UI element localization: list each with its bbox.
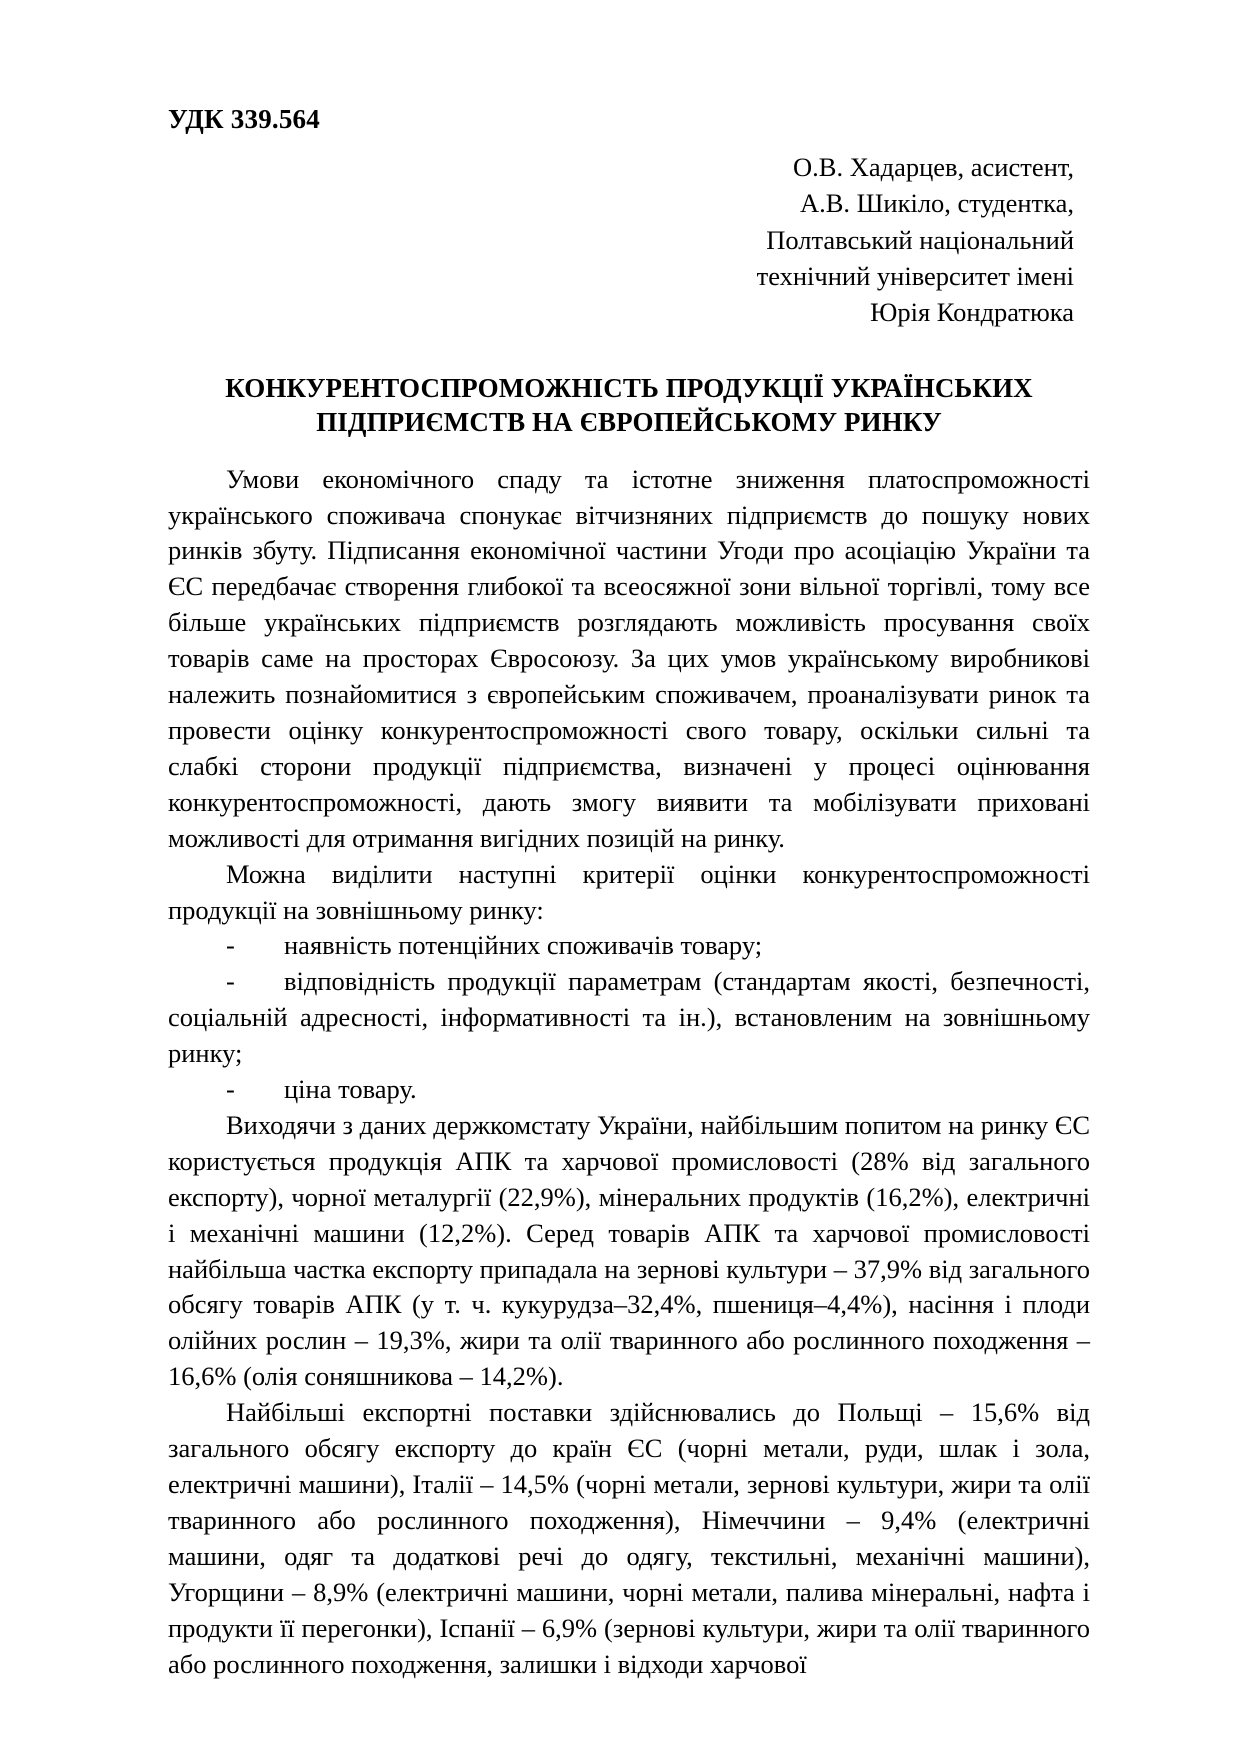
author-line-1: О.В. Хадарцев, асистент, (793, 152, 1074, 183)
body-text (168, 462, 1090, 1683)
list-item-1 (168, 928, 1090, 964)
list-item-1-marker: - (226, 930, 235, 961)
affiliation-line-2: технічний університет імені (756, 260, 1074, 291)
affiliation-line-3: Юрія Кондратюка (870, 297, 1074, 328)
page-title (190, 371, 1068, 440)
list-item-3-marker: - (226, 1074, 235, 1105)
affiliation-line-1: Полтавський національний (766, 224, 1074, 255)
list-item-3-label: ціна товару. (284, 1074, 417, 1105)
title-line-2: ПІДПРИЄМСТВ НА ЄВРОПЕЙСЬКОМУ РИНКУ (316, 407, 942, 438)
list-item-2-label: відповідність продукції параметрам (стандартам якості, безпечності, соціальній адресності, інформативності та ін.), встановленим на зовнішньому ринку; (168, 966, 1090, 1069)
paragraph-export-countries: Найбільші експортні поставки здійснювались до Польщі – 15,6% від загального обсягу експорту до країн ЄС (чорні метали, руди, шлак і зола, електричні машини), Італії – 14,5% (чорні метали, зернові культури, жири та олії тваринного або рослинного походження), Німеччини – 9,4% (електричні машини, одяг та додаткові речі до одягу, текстильні, механічні машини), Угорщини – 8,9% (електричні машини, чорні метали, палива мінеральні, нафта і продукти її перегонки), Іспанії – 6,9% (зернові культури, жири та олії тваринного або рослинного походження, залишки і відходи харчової (168, 1397, 1090, 1679)
udk-code: УДК 339.564 (168, 104, 320, 134)
list-item-3 (168, 1072, 1090, 1108)
paragraph-criteria-lead: Можна виділити наступні критерії оцінки конкурентоспроможності продукції на зовнішньому ринку: (168, 858, 1090, 925)
author-affiliation-block (168, 149, 1090, 330)
author-line-2: А.В. Шикіло, студентка, (799, 188, 1074, 219)
paragraph-intro: Умови економічного спаду та істотне зниження платоспроможності українського споживача спонукає вітчизняних підприємств до пошуку нових ринків збуту. Підписання економічної частини Угоди про асоціацію України та ЄС передбачає створення глибокої та всеосяжної зони вільної торгівлі, тому все більше українських підприємств розглядають можливість просування своїх товарів саме на просторах Євросоюзу. За цих умов українському виробникові належить познайомитися з європейським споживачем, проаналізувати ринок та провести оцінку конкурентоспроможності свого товару, оскільки сильні та слабкі сторони продукції підприємства, визначені у процесі оцінювання конкурентоспроможності, дають змогу виявити та мобілізувати приховані можливості для отримання вигідних позицій на ринку. (168, 463, 1090, 853)
title-line-1: КОНКУРЕНТОСПРОМОЖНІСТЬ ПРОДУКЦІЇ УКРАЇНСЬКИХ (225, 372, 1033, 403)
list-item-2 (168, 964, 1090, 1072)
list-item-2-marker: - (226, 966, 235, 997)
paragraph-export-structure: Виходячи з даних держкомстату України, найбільшим попитом на ринку ЄС користується продукція АПК та харчової промисловості (28% від загального експорту), чорної металургії (22,9%), мінеральних продуктів (16,2%), електричні і механічні машини (12,2%). Серед товарів АПК та харчової промисловості найбільша частка експорту припадала на зернові культури – 37,9% від загального обсягу товарів АПК (у т. ч. кукурудза–32,4%, пшениця–4,4%), насіння і плоди олійних рослин – 19,3%, жири та олії тваринного або рослинного походження – 16,6% (олія соняшникова – 14,2%). (168, 1109, 1090, 1392)
list-item-1-label: наявність потенційних споживачів товару; (284, 930, 763, 961)
